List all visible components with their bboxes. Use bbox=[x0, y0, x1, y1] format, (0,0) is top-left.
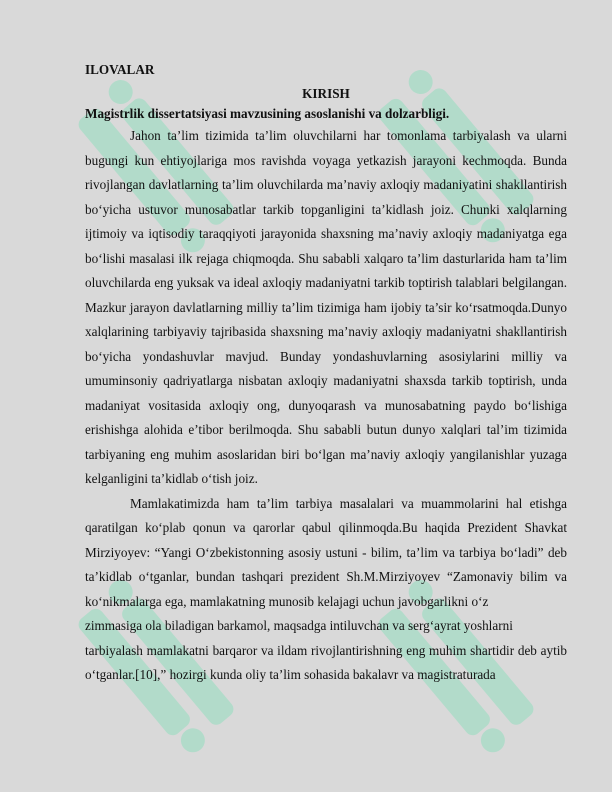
paragraph-line: zimmasiga ola biladigan barkamol, maqsadga intiluvchan va serg‘ayrat yoshlarni bbox=[85, 618, 513, 633]
section-label: ILOVALAR bbox=[85, 62, 155, 77]
document-subtitle: Magistrlik dissertatsiyasi mavzusining asoslanishi va dolzarbligi. bbox=[85, 106, 450, 121]
document-body bbox=[85, 60, 567, 688]
paragraph-2: Mamlakatimizda ham ta’lim tarbiya masalalari va muammolarini hal etishga qaratilgan ko‘plab qonun va qarorlar qabul qilinmoqda.Bu haqida Prezident Shavkat Mirziyoyev: “Yangi O‘zbekistonning asosiy ustuni - bilim, ta’lim va tarbiya bo‘ladi” deb ta’kidlab o‘tganlar, bundan tashqari prezident Sh.M.Mirziyoyev “Zamonaviy bilim va ko‘nikmalarga ega, mamlakatning munosib kelajagi uchun javobgarlikni o‘z bbox=[85, 495, 567, 609]
document-title: KIRISH bbox=[302, 86, 350, 101]
paragraph-1: Jahon ta’lim tizimida ta’lim oluvchilarni har tomonlama tarbiyalash va ularni bugungi kun ehtiyojlariga mos ravishda voyaga yetkazish jarayoni kechmoqda. Bunda rivojlangan davlatlarning ta’lim oluvchilarda ma’naviy axloqiy madaniyatini shakllantirish bo‘yicha ustuvor munosabatlar tarkib topganligini ta’kidlash joiz. Chunki xalqlarning ijtimoiy va iqtisodiy taraqqiyoti jarayonida shaxsning ma’naviy axloqiy madaniyatga ega bo‘lishi masalasi ilk rejaga chiqmoqda. Shu sababli xalqaro ta’lim dasturlarida ham ta’lim oluvchilarda eng yuksak va ideal axloqiy madaniyatni tarkib toptirish talablari belgilangan. Mazkur jarayon davlatlarning milliy ta’lim tizimiga ham ijobiy ta’sir ko‘rsatmoqda.Dunyo xalqlarining tarbiyaviy tajribasida shaxsning ma’naviy axloqiy madaniyatni shakllantirish bo‘yicha yondashuvlar mavjud. Bunday yondashuvlarning asosiylarini milliy va umuminsoniy qadriyatlarga nisbatan axloqiy madaniyatni shaxsda tarkib toptirish, unda madaniyat vositasida axloqiy ong, dunyoqarash va munosabatning paydo bo‘lishiga erishishga alohida e’tibor berilmoqda. Shu sababli butun dunyo xalqlari tal’im tizimida tarbiyaning eng muhim asoslaridan biri bo‘lgan ma’naviy axloqiy yangilanishlar yuzaga kelganligini ta’kidlab o‘tish joiz. bbox=[85, 128, 567, 486]
paragraph-3: tarbiyalash mamlakatni barqaror va ildam rivojlantirishning eng muhim shartidir deb aytib o‘tganlar.[10],” hozirgi kunda oliy ta’lim sohasida bakalavr va magistraturada bbox=[85, 642, 567, 682]
